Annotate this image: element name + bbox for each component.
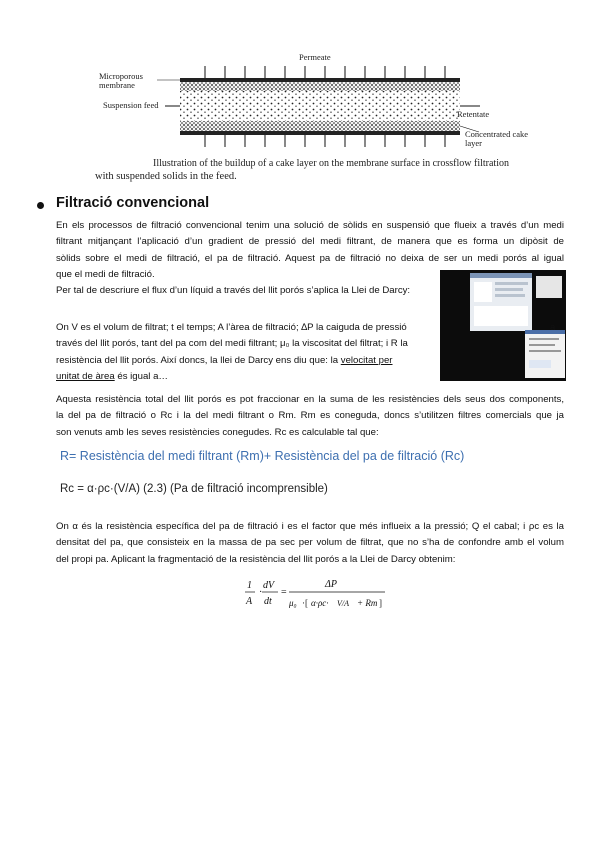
para3-line2: través del llit porós, tant del pa com del medi filtrant; μ₀ la viscositat del filtrat; i R la: [56, 338, 408, 350]
retentate-label: Retentate: [457, 109, 490, 119]
para1-line: En els processos de filtració convencional tenim una solució de sòlids en suspensió que flueix a través d’un medi: [56, 220, 564, 231]
formula-deltap: ΔP: [325, 579, 337, 590]
cake-layer-label: Concentrated cake layer: [465, 129, 529, 148]
formula-mu: μ₀: [289, 598, 297, 608]
resistance-paragraph: [56, 392, 564, 441]
darcy-intro: [56, 283, 436, 299]
para1-line: que el medi de filtració.: [56, 268, 155, 280]
para3-line4: [56, 369, 566, 385]
para1-line: sòlids sobre el medi de filtració, el pa de filtració. Aquest pa de filtració no deixa de ser un medi porós al igual: [56, 252, 564, 264]
figure-caption-line2: with suspended solids in the feed.: [95, 171, 237, 182]
para3-line3: [56, 353, 566, 369]
resistance-sum-equation: R= Resistència del medi filtrant (Rm)+ Resistència del pa de filtració (Rc): [60, 449, 465, 463]
para4-line: Aquesta resistència total del llit porós es pot fraccionar en la suma de les resistències dels seus dos components,: [56, 394, 564, 405]
formula-graphic: [245, 575, 385, 615]
para4-line: la del pa de filtració o Rc i la del medi filtrant o Rm. Rm es coneguda, doncs s’utilitzen filtres comercials que ja: [56, 410, 564, 422]
svg-text:]: ]: [379, 598, 382, 608]
para3-line1: [56, 320, 566, 336]
rc-equation: Rc = α·ρc·(V/A) (2.3) (Pa de filtració incomprensible): [60, 483, 328, 495]
svg-text:=: =: [281, 587, 287, 598]
formula-dv: dV: [263, 580, 275, 591]
formula-alpha-rho: α·ρc·: [311, 598, 329, 608]
formula-va: V/A: [337, 599, 349, 608]
svg-text:·[: ·[: [302, 598, 308, 608]
unitat-de-area-link: unitat de àrea: [56, 370, 115, 382]
alpha-paragraph: [56, 519, 564, 568]
figure-caption-line1: Illustration of the buildup of a cake layer on the membrane surface in crossflow filtration: [153, 158, 509, 169]
velocitat-per-link: velocitat per: [340, 354, 393, 366]
para3-line1-end: a: [550, 322, 556, 333]
cake-layer-figure: [95, 48, 545, 193]
formula-a: A: [246, 596, 253, 607]
modified-darcy-formula: [245, 575, 385, 615]
formula-one: 1: [247, 580, 252, 591]
para3-line4-text: és igual a…: [114, 370, 169, 382]
para5-line: densitat del pa, que consisteix en la massa de pa sec per volum de filtrat, que no s’ha de confondre amb el volum: [56, 537, 564, 549]
permeate-label: Permeate: [299, 52, 331, 62]
para5-line: del propi pa. Aplicant la fragmentació de la resistència del llit porós a la Llei de Darcy obtenim:: [56, 553, 456, 565]
microporous-membrane-label: Microporous membrane: [99, 71, 143, 90]
formula-dt: dt: [264, 596, 272, 607]
para3-line1-text: On V es el volum de filtrat; t el temps; A l’àrea de filtració; ∆P la caiguda de pressió: [56, 322, 407, 333]
darcy-variables-paragraph: [56, 320, 566, 385]
section-heading: Filtració convencional: [56, 195, 210, 211]
para3-line3-text: resistència del llit porós. Així doncs, la llei de Darcy ens diu que: la: [56, 354, 341, 366]
para2-text: Per tal de descriure el flux d’un líquid a través del llit porós s’aplica la Llei de Darcy:: [56, 285, 411, 296]
bullet-point: [37, 202, 44, 209]
para1-line: filtrant mitjançant l’aplicació d’un gradient de pressió del medi filtrant, de manera que es forma un dipòsit de: [56, 236, 564, 248]
suspension-feed-label: Suspension feed: [103, 100, 159, 110]
svg-text:·: ·: [259, 587, 263, 598]
formula-rm: + Rm: [357, 598, 378, 608]
para4-line: son venuts amb les seves resistències conegudes. Rc es calculable tal que:: [56, 426, 379, 438]
para5-line: On α és la resistència específica del pa de filtració i es el factor que més influeix a la pressió; Q el cabal; i ρc es la: [56, 521, 564, 532]
